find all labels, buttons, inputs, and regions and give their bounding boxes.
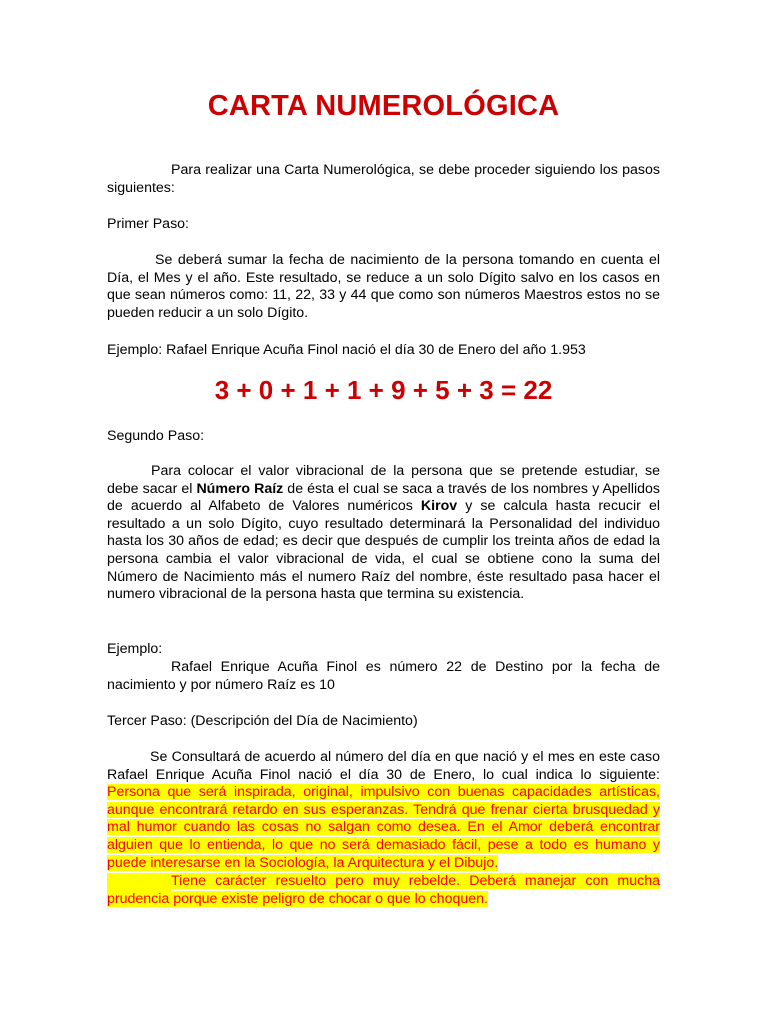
step2-example-label: Ejemplo: — [107, 641, 163, 657]
step2-body-a: Para colocar el valor vibracional de la persona que se pretende estudiar, se debe sacar el — [107, 463, 660, 497]
character-description-highlight: Tiene carácter resuelto pero muy rebelde. Deberá manejar con mucha prudencia porque existe peligro de chocar o que lo choquen. — [107, 873, 660, 907]
step2-body-b: de ésta el cual se saca a través de los nombres y Apellidos de acuerdo al Alfabeto de Valores numéricos — [107, 480, 661, 515]
step3-body-text: Se Consultará de acuerdo al número del día en que nació y el mes en este caso Rafael Enrique Acuña Finol nació el día 30 de Enero, lo cual indica lo siguiente: — [107, 749, 660, 783]
sum-equation: 3 + 0 + 1 + 1 + 9 + 5 + 3 = 22 — [214, 375, 553, 405]
step3-heading: Tercer Paso: (Descripción del Día de Nacimiento) — [107, 713, 418, 729]
step3-second-paragraph — [107, 873, 660, 908]
step2-body — [107, 463, 660, 604]
step3-body — [107, 749, 660, 872]
step1-body — [107, 252, 660, 322]
numero-raiz-term: Número Raíz — [196, 480, 284, 497]
document-title: CARTA NUMEROLÓGICA — [207, 90, 560, 122]
intro-text: Para realizar una Carta Numerológica, se debe proceder siguiendo los pasos siguientes: — [107, 162, 660, 196]
step2-heading: Segundo Paso: — [107, 428, 205, 444]
step1-heading: Primer Paso: — [107, 216, 189, 232]
day-description-highlight: Persona que será inspirada, original, impulsivo con buenas capacidades artísticas, aunque encontrará retardo en sus esperanzas. Tendrá que frenar cierta brusquedad y mal humor cuando las cosas no salgan como desea. En el Amor deberá encontrar alguien que lo entienda, lo que no será demasiado fácil, pese a todo es humano y puede interesarse en la Sociología, la Arquitectura y el Dibujo. — [107, 784, 660, 871]
step2-body-c: y se calcula hasta recucir el resultado a un solo Dígito, cuyo resultado determinará la Personalidad del individuo hasta los 30 años de edad; es decir que después de cumplir los treinta años de edad la persona cambia el valor vibracional de vida, el cual se obtiene cono la suma del Número de Nacimiento más el numero Raíz del nombre, éste resultado pasa hacer el numero vibracional de la persona hasta que termina su existencia. — [107, 498, 660, 603]
step1-body-text: Se deberá sumar la fecha de nacimiento de la persona tomando en cuenta el Día, el Mes y el año. Este resultado, se reduce a un solo Dígito salvo en los casos en que sean números como: 11, 22, 33 y 44 que como son números Maestros estos no se pueden reducir a un solo Dígito. — [107, 252, 660, 321]
step2-example — [107, 659, 660, 694]
step2-example-text: Rafael Enrique Acuña Finol es número 22 de Destino por la fecha de nacimiento y por número Raíz es 10 — [107, 659, 660, 693]
kirov-term: Kirov — [420, 498, 458, 515]
step1-example: Ejemplo: Rafael Enrique Acuña Finol nació el día 30 de Enero del año 1.953 — [107, 342, 586, 358]
intro-paragraph — [107, 162, 660, 197]
